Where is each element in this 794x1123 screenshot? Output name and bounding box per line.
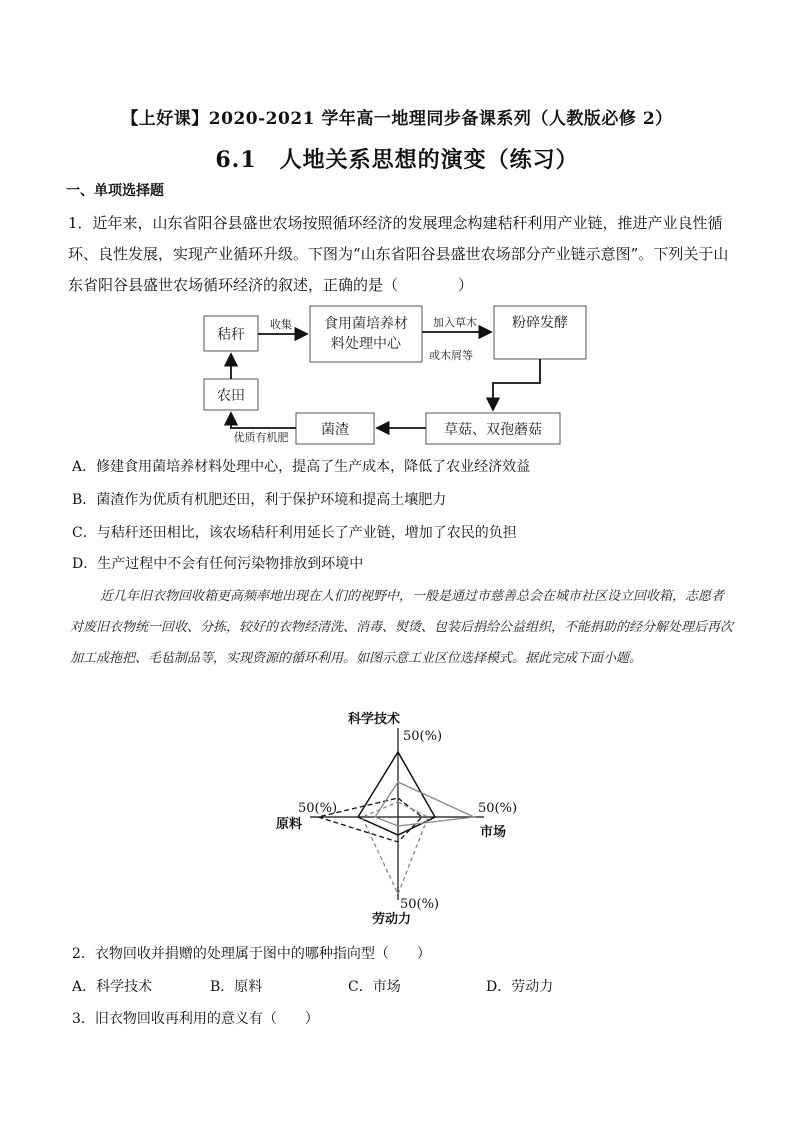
arrow-fertilizer bbox=[231, 413, 296, 428]
node-mushroom: 草菇、双孢蘑菇 bbox=[444, 422, 542, 438]
reading-passage: 近几年旧衣物回收箱更高频率地出现在人们的视野中，一般是通过市慈善总会在城市社区设立回收箱，志愿者对废旧衣物统一回收、分拣，较好的衣物经清洗、消毒、熨烫、包装后捐给公益组织，不能捐助的经分解处理后再次加工成拖把、毛毡制品等，实现资源的循环利用。如图示意工业区位选择模式。据此完成下面小题。 bbox=[70, 589, 734, 666]
node-center-line2: 料处理中心 bbox=[331, 336, 401, 352]
edge-fertilizer: 优质有机肥 bbox=[233, 431, 289, 444]
axis-label-top: 科学技术 bbox=[348, 712, 401, 727]
node-farmland: 农田 bbox=[217, 388, 245, 404]
edge-collect: 收集 bbox=[270, 318, 292, 331]
node-center-line1: 食用菌培养材 bbox=[324, 316, 408, 332]
series-labor bbox=[362, 802, 428, 894]
arrow-ferment-down bbox=[493, 359, 540, 410]
axis-max-left: 50(%) bbox=[298, 801, 338, 816]
axis-label-bottom: 劳动力 bbox=[372, 912, 412, 927]
question-2-stem: 2．衣物回收并捐赠的处理属于图中的哪种指向型（ ） bbox=[72, 946, 431, 962]
node-ferment: 粉碎发酵 bbox=[512, 315, 568, 331]
edge-add-line2: 或木屑等 bbox=[429, 349, 473, 362]
question-3-stem: 3．旧衣物回收再利用的意义有（ ） bbox=[72, 1011, 319, 1027]
series-market bbox=[375, 782, 474, 826]
q1-option-b: B．菌渣作为优质有机肥还田，利于保护环境和提高土壤肥力 bbox=[72, 492, 447, 508]
axis-label-right: 市场 bbox=[480, 825, 507, 840]
q2-option-b: B．原料 bbox=[210, 979, 263, 995]
axis-max-right: 50(%) bbox=[478, 801, 518, 816]
axis-label-left: 原料 bbox=[276, 817, 303, 832]
node-residue: 菌渣 bbox=[321, 422, 349, 438]
series-title: 【上好课】2020-2021 学年高一地理同步备课系列（人教版必修 2） bbox=[121, 109, 673, 129]
node-straw: 秸秆 bbox=[217, 327, 245, 343]
location-model-diagram bbox=[0, 700, 794, 930]
q2-option-c: C．市场 bbox=[348, 979, 401, 995]
axis-max-top: 50(%) bbox=[403, 729, 443, 744]
q2-option-d: D．劳动力 bbox=[486, 979, 554, 995]
lesson-title: 6.1 人地关系思想的演变（练习） bbox=[215, 147, 579, 173]
section-heading: 一、单项选择题 bbox=[66, 183, 164, 199]
edge-add-line1: 加入草木 bbox=[433, 316, 477, 329]
question-1-stem: 1．近年来，山东省阳谷县盛世农场按照循环经济的发展理念构建秸秆利用产业链，推进产业良性循环、良性发展，实现产业循环升级。下图为“山东省阳谷县盛世农场部分产业链示意图”。下列关于山东省阳谷县盛世农场循环经济的叙述，正确的是（ ） bbox=[68, 214, 729, 294]
industry-chain-diagram bbox=[0, 0, 794, 460]
q2-option-a: A．科学技术 bbox=[72, 979, 153, 995]
q1-option-c: C．与秸秆还田相比，该农场秸秆利用延长了产业链，增加了农民的负担 bbox=[72, 525, 517, 541]
axis-max-bottom: 50(%) bbox=[400, 897, 440, 912]
node-center-box bbox=[310, 306, 422, 362]
q1-option-d: D．生产过程中不会有任何污染物排放到环境中 bbox=[72, 556, 364, 572]
node-ferment-box bbox=[494, 306, 586, 359]
q1-option-a: A．修建食用菌培养材料处理中心，提高了生产成本，降低了农业经济效益 bbox=[72, 459, 531, 475]
